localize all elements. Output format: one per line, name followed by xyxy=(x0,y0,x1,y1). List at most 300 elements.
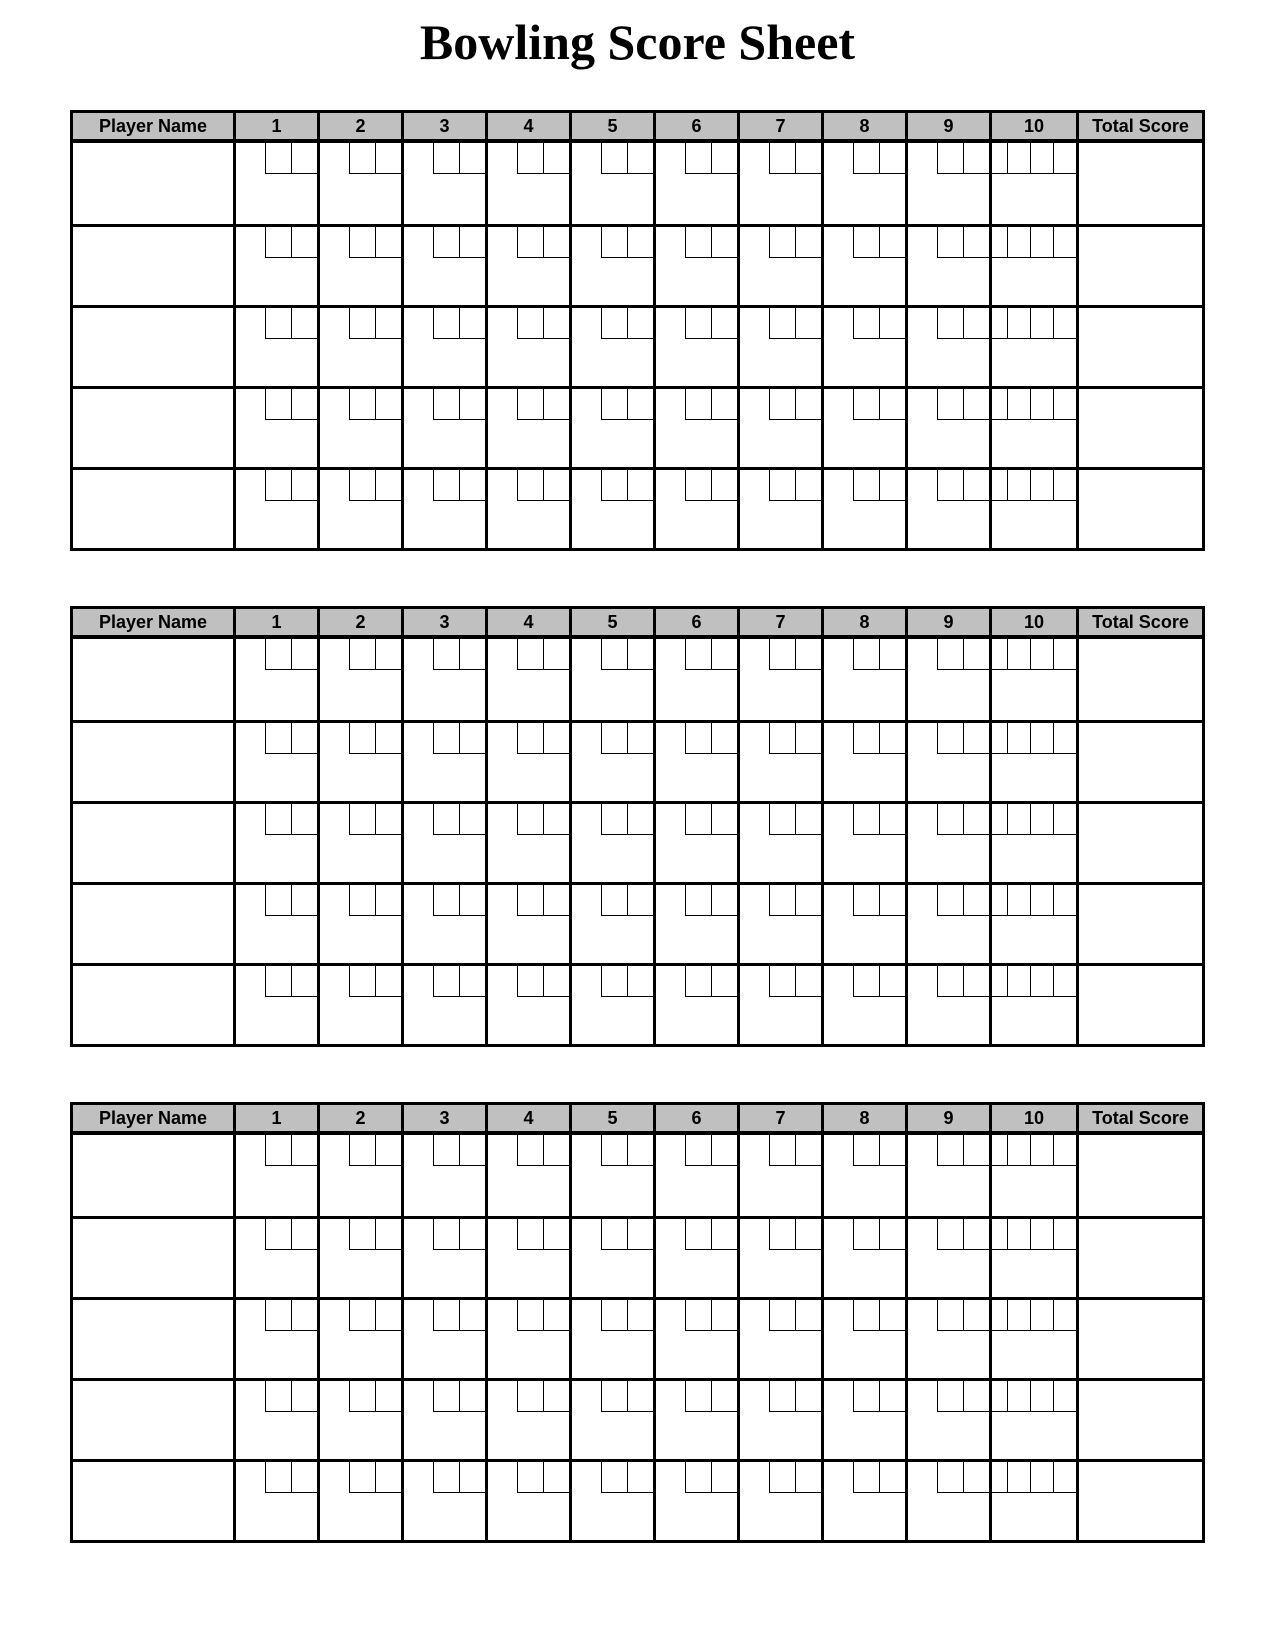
throw-box xyxy=(543,639,569,670)
player-row xyxy=(73,305,1202,386)
frame-cell-1 xyxy=(233,1219,317,1297)
frame-cell-2 xyxy=(317,227,401,305)
throw-box xyxy=(685,1219,711,1250)
player-name-cell xyxy=(73,639,233,720)
throw-box xyxy=(433,389,459,420)
throw-box xyxy=(711,389,737,420)
throw-box xyxy=(795,470,821,501)
throw-box xyxy=(853,308,879,339)
throw-boxes xyxy=(236,389,317,420)
throw-box xyxy=(543,470,569,501)
frame-cell-9 xyxy=(905,470,989,548)
throw-box xyxy=(291,389,317,420)
total-score-cell xyxy=(1076,885,1202,963)
frame-cell-7 xyxy=(737,639,821,720)
frame-cell-5 xyxy=(569,1300,653,1378)
throw-boxes xyxy=(740,389,821,420)
throw-box xyxy=(769,389,795,420)
frame-cell-6 xyxy=(653,804,737,882)
throw-box xyxy=(1007,885,1030,915)
frame-cell-2 xyxy=(317,470,401,548)
throw-boxes xyxy=(908,1381,989,1412)
throw-box xyxy=(711,723,737,754)
throw-boxes xyxy=(320,1381,401,1412)
throw-box xyxy=(265,143,291,174)
score-table xyxy=(70,606,1205,1047)
frame-cell-10 xyxy=(989,470,1076,548)
frame-cell-4 xyxy=(485,389,569,467)
throw-box xyxy=(1007,1219,1030,1249)
throw-box xyxy=(433,227,459,258)
throw-box xyxy=(795,723,821,754)
throw-box xyxy=(853,1381,879,1412)
throw-boxes xyxy=(824,966,905,997)
frame-cell-2 xyxy=(317,804,401,882)
throw-box xyxy=(601,1219,627,1250)
tenth-frame-throw-boxes xyxy=(992,1300,1076,1331)
throw-box xyxy=(1053,1219,1076,1249)
player-row xyxy=(73,143,1202,224)
frame-cell-4 xyxy=(485,1462,569,1540)
frame-cell-3 xyxy=(401,1300,485,1378)
throw-box xyxy=(1030,1300,1053,1330)
throw-box xyxy=(937,804,963,835)
tenth-frame-throw-boxes xyxy=(992,1135,1076,1166)
throw-box xyxy=(291,227,317,258)
player-row xyxy=(73,882,1202,963)
throw-box xyxy=(1053,723,1076,753)
throw-box xyxy=(795,227,821,258)
frame-cell-5 xyxy=(569,143,653,224)
throw-box xyxy=(459,639,485,670)
throw-box xyxy=(1030,966,1053,996)
throw-box xyxy=(433,470,459,501)
throw-box xyxy=(1053,966,1076,996)
throw-box xyxy=(517,1219,543,1250)
throw-boxes xyxy=(320,143,401,174)
throw-boxes xyxy=(488,804,569,835)
throw-box xyxy=(853,804,879,835)
throw-box xyxy=(433,804,459,835)
player-row xyxy=(73,1135,1202,1216)
throw-box xyxy=(685,470,711,501)
throw-box xyxy=(879,1300,905,1331)
frame-cell-5 xyxy=(569,1381,653,1459)
frame-header-6: 6 xyxy=(653,609,737,635)
throw-box xyxy=(375,1135,401,1166)
throw-boxes xyxy=(320,308,401,339)
frame-cell-4 xyxy=(485,1219,569,1297)
throw-boxes xyxy=(488,308,569,339)
throw-box xyxy=(769,723,795,754)
throw-boxes xyxy=(488,639,569,670)
throw-boxes xyxy=(404,227,485,258)
frame-cell-8 xyxy=(821,723,905,801)
throw-boxes xyxy=(320,470,401,501)
frame-cell-9 xyxy=(905,1462,989,1540)
throw-boxes xyxy=(572,1135,653,1166)
throw-box xyxy=(459,885,485,916)
frame-cell-9 xyxy=(905,1219,989,1297)
frame-header-10: 10 xyxy=(989,113,1076,139)
throw-box xyxy=(459,966,485,997)
throw-boxes xyxy=(824,227,905,258)
total-score-header: Total Score xyxy=(1076,1105,1202,1131)
throw-box xyxy=(265,723,291,754)
throw-boxes xyxy=(488,470,569,501)
throw-box xyxy=(963,723,989,754)
frame-header-1: 1 xyxy=(233,609,317,635)
throw-box xyxy=(459,804,485,835)
frame-cell-3 xyxy=(401,1219,485,1297)
throw-box xyxy=(853,470,879,501)
throw-box xyxy=(543,885,569,916)
throw-box xyxy=(685,723,711,754)
throw-boxes xyxy=(488,1219,569,1250)
throw-box xyxy=(349,1135,375,1166)
frame-cell-10 xyxy=(989,227,1076,305)
frame-cell-6 xyxy=(653,639,737,720)
frame-cell-2 xyxy=(317,723,401,801)
frame-cell-3 xyxy=(401,723,485,801)
total-score-cell xyxy=(1076,143,1202,224)
throw-boxes xyxy=(740,227,821,258)
throw-boxes xyxy=(740,1300,821,1331)
total-score-cell xyxy=(1076,1135,1202,1216)
throw-box xyxy=(627,1381,653,1412)
throw-box xyxy=(459,227,485,258)
frame-cell-3 xyxy=(401,1135,485,1216)
throw-boxes xyxy=(404,1462,485,1493)
frame-header-2: 2 xyxy=(317,1105,401,1131)
throw-boxes xyxy=(656,1135,737,1166)
player-row xyxy=(73,801,1202,882)
frame-cell-9 xyxy=(905,308,989,386)
frame-cell-7 xyxy=(737,723,821,801)
throw-box xyxy=(265,966,291,997)
throw-boxes xyxy=(320,389,401,420)
throw-box xyxy=(853,885,879,916)
throw-box xyxy=(769,1219,795,1250)
throw-box xyxy=(1030,308,1053,338)
tenth-frame-throw-boxes xyxy=(992,1462,1076,1493)
throw-boxes xyxy=(656,389,737,420)
throw-box xyxy=(459,1381,485,1412)
throw-boxes xyxy=(236,308,317,339)
frame-cell-7 xyxy=(737,1135,821,1216)
throw-boxes xyxy=(236,1381,317,1412)
throw-boxes xyxy=(572,885,653,916)
frame-header-9: 9 xyxy=(905,113,989,139)
frame-cell-2 xyxy=(317,1135,401,1216)
header-row xyxy=(73,113,1202,143)
throw-boxes xyxy=(236,639,317,670)
throw-boxes xyxy=(824,389,905,420)
throw-box xyxy=(879,804,905,835)
throw-box xyxy=(265,227,291,258)
frame-cell-8 xyxy=(821,639,905,720)
throw-boxes xyxy=(572,1462,653,1493)
header-row xyxy=(73,1105,1202,1135)
frame-cell-1 xyxy=(233,389,317,467)
throw-box xyxy=(601,966,627,997)
throw-box xyxy=(937,1219,963,1250)
throw-box xyxy=(291,804,317,835)
throw-box xyxy=(291,723,317,754)
throw-box xyxy=(937,1462,963,1493)
throw-box xyxy=(543,1462,569,1493)
frame-header-4: 4 xyxy=(485,609,569,635)
throw-box xyxy=(1030,227,1053,257)
throw-box xyxy=(937,1300,963,1331)
throw-box xyxy=(685,389,711,420)
throw-boxes xyxy=(908,308,989,339)
throw-box xyxy=(291,1135,317,1166)
throw-boxes xyxy=(488,1300,569,1331)
frame-cell-8 xyxy=(821,966,905,1044)
frame-cell-1 xyxy=(233,723,317,801)
frame-cell-1 xyxy=(233,804,317,882)
throw-box xyxy=(879,966,905,997)
throw-box xyxy=(627,143,653,174)
tenth-frame-throw-boxes xyxy=(992,804,1076,835)
frame-cell-8 xyxy=(821,885,905,963)
frame-cell-2 xyxy=(317,885,401,963)
frame-cell-3 xyxy=(401,143,485,224)
frame-cell-6 xyxy=(653,1381,737,1459)
throw-box xyxy=(879,227,905,258)
frame-header-1: 1 xyxy=(233,1105,317,1131)
total-score-cell xyxy=(1076,1219,1202,1297)
throw-box xyxy=(265,308,291,339)
throw-box xyxy=(459,1462,485,1493)
throw-box xyxy=(601,227,627,258)
player-name-cell xyxy=(73,723,233,801)
throw-box xyxy=(963,1219,989,1250)
throw-box xyxy=(711,470,737,501)
frame-cell-5 xyxy=(569,227,653,305)
throw-boxes xyxy=(656,227,737,258)
frame-cell-4 xyxy=(485,885,569,963)
throw-boxes xyxy=(320,1219,401,1250)
throw-box xyxy=(795,389,821,420)
throw-boxes xyxy=(656,1462,737,1493)
throw-box xyxy=(937,885,963,916)
throw-box xyxy=(375,470,401,501)
throw-box xyxy=(349,470,375,501)
throw-box xyxy=(433,1462,459,1493)
throw-box xyxy=(853,389,879,420)
throw-box xyxy=(937,308,963,339)
throw-box xyxy=(1030,470,1053,500)
throw-box xyxy=(627,1300,653,1331)
frame-cell-6 xyxy=(653,966,737,1044)
frame-cell-4 xyxy=(485,308,569,386)
throw-box xyxy=(627,804,653,835)
throw-box xyxy=(459,723,485,754)
throw-boxes xyxy=(908,143,989,174)
frame-header-5: 5 xyxy=(569,609,653,635)
frame-cell-3 xyxy=(401,966,485,1044)
throw-boxes xyxy=(488,1135,569,1166)
throw-box xyxy=(543,1300,569,1331)
frame-cell-5 xyxy=(569,804,653,882)
frame-cell-1 xyxy=(233,143,317,224)
throw-box xyxy=(769,639,795,670)
throw-boxes xyxy=(320,1300,401,1331)
throw-box xyxy=(853,227,879,258)
throw-box xyxy=(1007,308,1030,338)
frame-cell-1 xyxy=(233,227,317,305)
frame-cell-6 xyxy=(653,885,737,963)
throw-box xyxy=(853,1300,879,1331)
throw-box xyxy=(291,470,317,501)
throw-boxes xyxy=(656,639,737,670)
throw-box xyxy=(1030,1135,1053,1165)
throw-box xyxy=(795,885,821,916)
throw-box xyxy=(265,1462,291,1493)
frame-cell-8 xyxy=(821,143,905,224)
frame-cell-2 xyxy=(317,1300,401,1378)
frame-cell-7 xyxy=(737,966,821,1044)
throw-boxes xyxy=(572,470,653,501)
throw-box xyxy=(711,1135,737,1166)
frame-cell-4 xyxy=(485,143,569,224)
throw-box xyxy=(685,227,711,258)
frame-cell-2 xyxy=(317,1381,401,1459)
frame-cell-5 xyxy=(569,308,653,386)
throw-boxes xyxy=(824,1381,905,1412)
frame-cell-3 xyxy=(401,885,485,963)
throw-box xyxy=(1030,723,1053,753)
frame-cell-5 xyxy=(569,966,653,1044)
player-name-cell xyxy=(73,227,233,305)
frame-cell-2 xyxy=(317,143,401,224)
tenth-frame-throw-boxes xyxy=(992,885,1076,916)
frame-cell-5 xyxy=(569,470,653,548)
throw-boxes xyxy=(908,389,989,420)
throw-box xyxy=(517,227,543,258)
throw-box xyxy=(291,1462,317,1493)
throw-box xyxy=(963,1462,989,1493)
throw-box xyxy=(769,885,795,916)
throw-box xyxy=(879,1381,905,1412)
throw-box xyxy=(853,143,879,174)
frame-cell-8 xyxy=(821,1300,905,1378)
frame-cell-4 xyxy=(485,966,569,1044)
throw-box xyxy=(795,1300,821,1331)
throw-boxes xyxy=(404,143,485,174)
tenth-frame-throw-boxes xyxy=(992,143,1076,174)
player-row xyxy=(73,1216,1202,1297)
frame-header-7: 7 xyxy=(737,113,821,139)
throw-box xyxy=(769,966,795,997)
throw-box xyxy=(265,470,291,501)
throw-box xyxy=(265,804,291,835)
throw-boxes xyxy=(404,966,485,997)
frame-cell-9 xyxy=(905,804,989,882)
throw-box xyxy=(963,1300,989,1331)
player-name-cell xyxy=(73,1219,233,1297)
throw-box xyxy=(1007,639,1030,669)
throw-box xyxy=(433,639,459,670)
throw-box xyxy=(433,1381,459,1412)
throw-boxes xyxy=(572,143,653,174)
throw-box xyxy=(937,723,963,754)
throw-boxes xyxy=(320,885,401,916)
throw-boxes xyxy=(908,1300,989,1331)
throw-box xyxy=(601,885,627,916)
throw-box xyxy=(879,1135,905,1166)
throw-box xyxy=(627,1135,653,1166)
throw-boxes xyxy=(572,966,653,997)
frame-cell-9 xyxy=(905,1300,989,1378)
throw-boxes xyxy=(656,470,737,501)
frame-cell-6 xyxy=(653,389,737,467)
throw-box xyxy=(627,885,653,916)
frame-header-7: 7 xyxy=(737,609,821,635)
throw-box xyxy=(711,966,737,997)
throw-box xyxy=(711,885,737,916)
throw-box xyxy=(685,885,711,916)
throw-box xyxy=(963,308,989,339)
tenth-frame-throw-boxes xyxy=(992,470,1076,501)
throw-boxes xyxy=(320,966,401,997)
frame-cell-3 xyxy=(401,639,485,720)
frame-header-5: 5 xyxy=(569,1105,653,1131)
throw-box xyxy=(1030,1381,1053,1411)
throw-box xyxy=(627,308,653,339)
frame-cell-9 xyxy=(905,639,989,720)
throw-boxes xyxy=(908,885,989,916)
throw-box xyxy=(1007,1462,1030,1492)
throw-boxes xyxy=(740,470,821,501)
frame-cell-10 xyxy=(989,1462,1076,1540)
throw-box xyxy=(601,1462,627,1493)
throw-boxes xyxy=(656,1300,737,1331)
player-name-cell xyxy=(73,1135,233,1216)
throw-boxes xyxy=(488,885,569,916)
throw-box xyxy=(265,1219,291,1250)
throw-box xyxy=(1007,1300,1030,1330)
throw-boxes xyxy=(404,308,485,339)
throw-boxes xyxy=(404,723,485,754)
frame-cell-2 xyxy=(317,308,401,386)
throw-box xyxy=(963,143,989,174)
throw-boxes xyxy=(908,227,989,258)
frame-cell-7 xyxy=(737,1381,821,1459)
throw-box xyxy=(795,1462,821,1493)
throw-box xyxy=(375,1381,401,1412)
throw-box xyxy=(879,1462,905,1493)
throw-box xyxy=(517,470,543,501)
throw-box xyxy=(375,389,401,420)
frame-cell-1 xyxy=(233,885,317,963)
frame-header-2: 2 xyxy=(317,609,401,635)
throw-box xyxy=(517,308,543,339)
throw-box xyxy=(265,639,291,670)
throw-box xyxy=(1053,227,1076,257)
frame-cell-6 xyxy=(653,1135,737,1216)
throw-box xyxy=(601,1381,627,1412)
throw-box xyxy=(769,1300,795,1331)
throw-box xyxy=(937,966,963,997)
frame-cell-9 xyxy=(905,1135,989,1216)
frame-cell-2 xyxy=(317,1462,401,1540)
player-row xyxy=(73,1459,1202,1540)
throw-box xyxy=(517,1300,543,1331)
throw-box xyxy=(853,1135,879,1166)
